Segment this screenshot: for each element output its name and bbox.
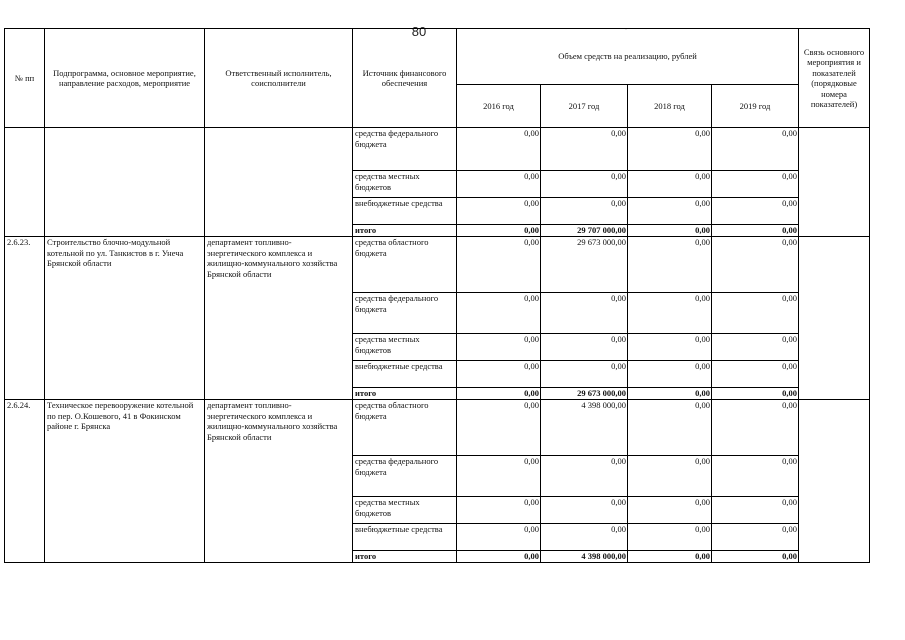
cell-value: 0,00 [457, 497, 541, 524]
cell-value: 0,00 [628, 225, 712, 237]
header-year-2019: 2019 год [712, 85, 799, 128]
cell-source: средства федерального бюджета [353, 293, 457, 334]
cell-value: 0,00 [712, 128, 799, 171]
cell-value: 0,00 [628, 524, 712, 551]
cell-value: 0,00 [457, 198, 541, 225]
cell-num-empty [5, 128, 45, 237]
cell-source: средства местных бюджетов [353, 334, 457, 361]
header-source: Источник финансового обеспечения [353, 29, 457, 128]
cell-value: 0,00 [541, 456, 628, 497]
cell-source: средства областного бюджета [353, 400, 457, 456]
cell-value: 0,00 [712, 171, 799, 198]
cell-value: 0,00 [628, 237, 712, 293]
cell-value: 0,00 [628, 128, 712, 171]
header-row [5, 29, 870, 85]
cell-program-empty [45, 128, 205, 237]
header-year-2016: 2016 год [457, 85, 541, 128]
cell-value: 0,00 [712, 400, 799, 456]
cell-value: 0,00 [457, 400, 541, 456]
page-number: 80 [411, 24, 427, 39]
cell-value: 0,00 [628, 198, 712, 225]
budget-table [4, 28, 870, 563]
cell-value: 0,00 [457, 128, 541, 171]
table-row [5, 128, 870, 171]
cell-source: средства федерального бюджета [353, 128, 457, 171]
table-row [5, 237, 870, 293]
scan-mark: · [625, 27, 627, 33]
cell-source: средства областного бюджета [353, 237, 457, 293]
cell-responsible-empty [205, 128, 353, 237]
header-num: № пп [5, 29, 45, 128]
cell-value: 0,00 [457, 551, 541, 563]
cell-value: 0,00 [628, 361, 712, 388]
cell-value: 0,00 [628, 334, 712, 361]
cell-value: 0,00 [541, 334, 628, 361]
cell-source-total: итого [353, 225, 457, 237]
cell-value: 0,00 [541, 128, 628, 171]
cell-source: внебюджетные средства [353, 361, 457, 388]
cell-value: 4 398 000,00 [541, 400, 628, 456]
table-row [5, 400, 870, 456]
cell-value: 0,00 [457, 293, 541, 334]
cell-item-responsible: департамент топливно-энергетического комплекса и жилищно-коммунального хозяйства Брянской области [205, 237, 353, 400]
cell-value: 0,00 [712, 497, 799, 524]
cell-value: 0,00 [457, 237, 541, 293]
cell-value: 0,00 [541, 198, 628, 225]
cell-value: 29 673 000,00 [541, 388, 628, 400]
cell-value: 0,00 [457, 225, 541, 237]
cell-value: 0,00 [628, 497, 712, 524]
cell-value: 0,00 [712, 293, 799, 334]
cell-item-num: 2.6.23. [5, 237, 45, 400]
cell-item-name: Строительство блочно-модульной котельной по ул. Танкистов в г. Унеча Брянской области [45, 237, 205, 400]
cell-value: 0,00 [457, 361, 541, 388]
cell-source-total: итого [353, 551, 457, 563]
cell-source: средства федерального бюджета [353, 456, 457, 497]
cell-source: внебюджетные средства [353, 524, 457, 551]
cell-value: 0,00 [628, 456, 712, 497]
cell-value: 0,00 [541, 361, 628, 388]
cell-value: 0,00 [628, 293, 712, 334]
cell-value: 0,00 [712, 198, 799, 225]
cell-value: 4 398 000,00 [541, 551, 628, 563]
cell-item-responsible: департамент топливно-энергетического комплекса и жилищно-коммунального хозяйства Брянской области [205, 400, 353, 563]
header-program: Подпрограмма, основное мероприятие, направление расходов, мероприятие [45, 29, 205, 128]
cell-value: 0,00 [457, 388, 541, 400]
header-year-2018: 2018 год [628, 85, 712, 128]
cell-value: 0,00 [712, 551, 799, 563]
cell-source-total: итого [353, 388, 457, 400]
cell-value: 0,00 [457, 524, 541, 551]
header-volume: Объем средств на реализацию, рублей [457, 29, 799, 85]
cell-value: 29 673 000,00 [541, 237, 628, 293]
cell-value: 0,00 [457, 171, 541, 198]
cell-link-empty [799, 128, 870, 237]
cell-value: 0,00 [628, 400, 712, 456]
cell-value: 29 707 000,00 [541, 225, 628, 237]
header-responsible: Ответственный исполнитель, соисполнители [205, 29, 353, 128]
cell-source: внебюджетные средства [353, 198, 457, 225]
header-year-2017: 2017 год [541, 85, 628, 128]
header-link: Связь основного мероприятия и показателей (порядковые номера показателей) [799, 29, 870, 128]
cell-value: 0,00 [712, 388, 799, 400]
cell-value: 0,00 [541, 497, 628, 524]
cell-value: 0,00 [712, 456, 799, 497]
cell-value: 0,00 [712, 225, 799, 237]
cell-source: средства местных бюджетов [353, 171, 457, 198]
cell-value: 0,00 [712, 334, 799, 361]
cell-item-name: Техническое перевооружение котельной по пер. О.Кошевого, 41 в Фокинском районе г. Брянска [45, 400, 205, 563]
cell-value: 0,00 [541, 171, 628, 198]
cell-value: 0,00 [457, 334, 541, 361]
cell-value: 0,00 [712, 361, 799, 388]
cell-value: 0,00 [628, 171, 712, 198]
cell-value: 0,00 [628, 551, 712, 563]
cell-value: 0,00 [541, 524, 628, 551]
cell-source: средства местных бюджетов [353, 497, 457, 524]
cell-value: 0,00 [628, 388, 712, 400]
cell-value: 0,00 [712, 524, 799, 551]
cell-link-empty [799, 400, 870, 563]
cell-value: 0,00 [712, 237, 799, 293]
cell-value: 0,00 [457, 456, 541, 497]
cell-link-empty [799, 237, 870, 400]
cell-item-num: 2.6.24. [5, 400, 45, 563]
cell-value: 0,00 [541, 293, 628, 334]
